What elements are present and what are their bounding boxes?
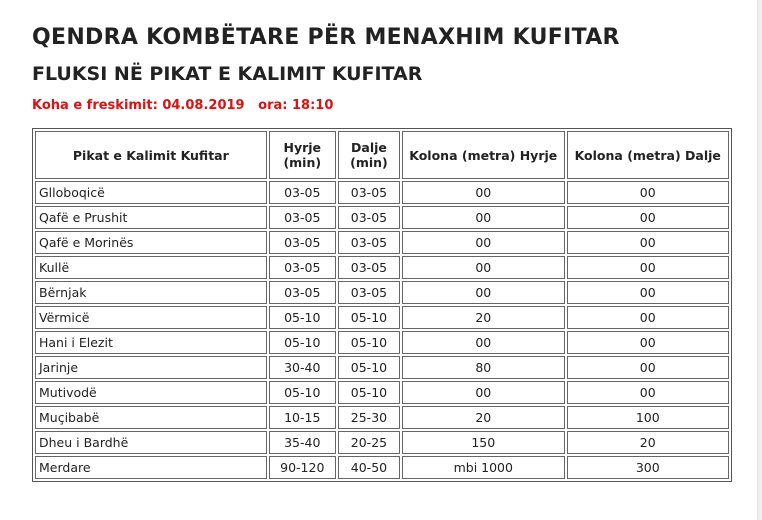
table-row — [35, 431, 729, 454]
queue-entry-cell: 00 — [402, 256, 564, 279]
exit-time-cell: 03-05 — [338, 281, 400, 304]
window-edge — [757, 0, 762, 520]
column-header-queue-entry: Kolona (metra) Hyrje — [402, 131, 564, 179]
queue-exit-cell: 00 — [567, 381, 730, 404]
queue-exit-cell: 00 — [567, 181, 730, 204]
table-row — [35, 256, 729, 279]
queue-exit-cell: 100 — [567, 406, 730, 429]
table-row — [35, 381, 729, 404]
queue-entry-cell: 80 — [402, 356, 564, 379]
exit-time-cell: 05-10 — [338, 331, 400, 354]
entry-time-cell: 10-15 — [269, 406, 336, 429]
table-row — [35, 331, 729, 354]
exit-time-cell: 03-05 — [338, 231, 400, 254]
exit-time-cell: 20-25 — [338, 431, 400, 454]
queue-entry-cell: 00 — [402, 181, 564, 204]
crossing-name-cell: Qafë e Morinës — [35, 231, 267, 254]
page-subtitle: FLUKSI NË PIKAT E KALIMIT KUFITAR — [32, 63, 423, 85]
table-row — [35, 356, 729, 379]
queue-exit-cell: 00 — [567, 281, 730, 304]
table-row — [35, 181, 729, 204]
exit-time-cell: 03-05 — [338, 206, 400, 229]
column-header-queue-exit: Kolona (metra) Dalje — [567, 131, 730, 179]
table-row — [35, 231, 729, 254]
exit-time-cell: 03-05 — [338, 181, 400, 204]
crossing-name-cell: Vërmicë — [35, 306, 267, 329]
queue-exit-cell: 300 — [567, 456, 730, 479]
queue-exit-cell: 00 — [567, 206, 730, 229]
entry-time-cell: 30-40 — [269, 356, 336, 379]
exit-time-cell: 25-30 — [338, 406, 400, 429]
crossing-name-cell: Qafë e Prushit — [35, 206, 267, 229]
queue-entry-cell: mbi 1000 — [402, 456, 564, 479]
table-row — [35, 206, 729, 229]
exit-time-cell: 40-50 — [338, 456, 400, 479]
crossing-name-cell: Bërnjak — [35, 281, 267, 304]
queue-entry-cell: 00 — [402, 281, 564, 304]
queue-exit-cell: 00 — [567, 306, 730, 329]
queue-entry-cell: 20 — [402, 406, 564, 429]
crossing-name-cell: Merdare — [35, 456, 267, 479]
refresh-time: ora: 18:10 — [258, 98, 334, 113]
entry-time-cell: 03-05 — [269, 181, 336, 204]
entry-time-cell: 35-40 — [269, 431, 336, 454]
queue-exit-cell: 00 — [567, 356, 730, 379]
crossing-name-cell: Mutivodë — [35, 381, 267, 404]
table-row — [35, 456, 729, 479]
queue-entry-cell: 00 — [402, 206, 564, 229]
queue-entry-cell: 00 — [402, 331, 564, 354]
refresh-date: Koha e freskimit: 04.08.2019 — [32, 98, 245, 113]
entry-time-cell: 03-05 — [269, 206, 336, 229]
entry-time-cell: 05-10 — [269, 331, 336, 354]
queue-entry-cell: 150 — [402, 431, 564, 454]
table-row — [35, 281, 729, 304]
table-header-row — [35, 131, 729, 179]
queue-exit-cell: 20 — [567, 431, 730, 454]
exit-time-cell: 05-10 — [338, 381, 400, 404]
entry-time-cell: 03-05 — [269, 231, 336, 254]
entry-time-cell: 90-120 — [269, 456, 336, 479]
queue-exit-cell: 00 — [567, 256, 730, 279]
page-title: QENDRA KOMBËTARE PËR MENAXHIM KUFITAR — [32, 25, 620, 50]
table-row — [35, 306, 729, 329]
column-header-exit-min: Dalje (min) — [338, 131, 400, 179]
column-header-crossing: Pikat e Kalimit Kufitar — [35, 131, 267, 179]
exit-time-cell: 03-05 — [338, 256, 400, 279]
page-content — [32, 24, 732, 482]
crossing-name-cell: Hani i Elezit — [35, 331, 267, 354]
entry-time-cell: 05-10 — [269, 306, 336, 329]
queue-exit-cell: 00 — [567, 331, 730, 354]
entry-time-cell: 03-05 — [269, 256, 336, 279]
queue-entry-cell: 20 — [402, 306, 564, 329]
entry-time-cell: 05-10 — [269, 381, 336, 404]
crossing-name-cell: Glloboqicë — [35, 181, 267, 204]
refresh-info — [32, 98, 732, 114]
table-row — [35, 406, 729, 429]
crossing-name-cell: Dheu i Bardhë — [35, 431, 267, 454]
queue-entry-cell: 00 — [402, 381, 564, 404]
exit-time-cell: 05-10 — [338, 356, 400, 379]
exit-time-cell: 05-10 — [338, 306, 400, 329]
crossing-name-cell: Kullë — [35, 256, 267, 279]
queue-exit-cell: 00 — [567, 231, 730, 254]
queue-entry-cell: 00 — [402, 231, 564, 254]
entry-time-cell: 03-05 — [269, 281, 336, 304]
crossing-name-cell: Jarinje — [35, 356, 267, 379]
column-header-entry-min: Hyrje (min) — [269, 131, 336, 179]
crossing-name-cell: Muçibabë — [35, 406, 267, 429]
border-flux-table — [32, 128, 732, 482]
